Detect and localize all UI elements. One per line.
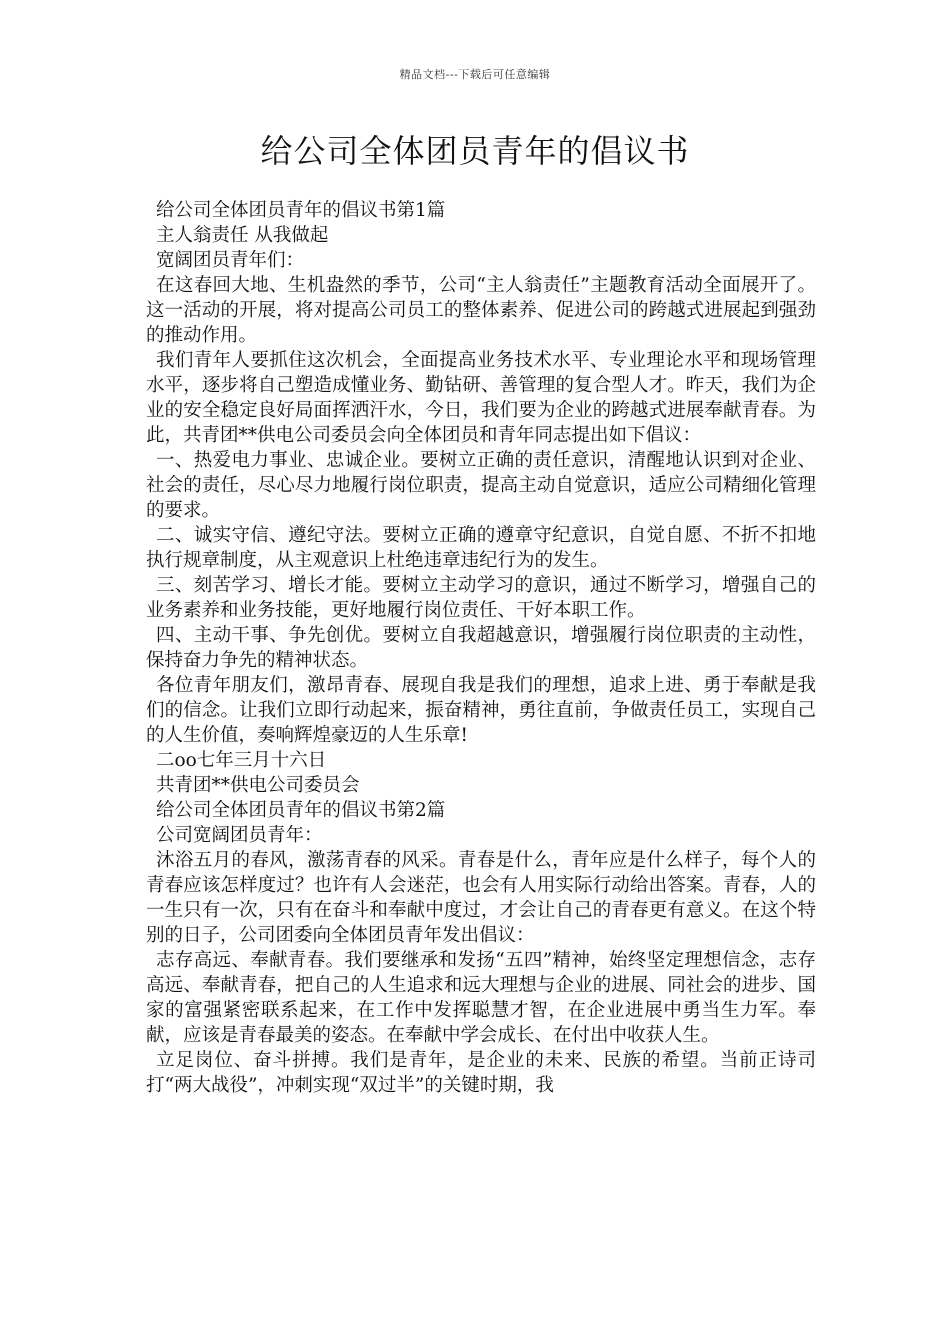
subtitle: 主人翁责任 从我做起 [156,225,329,246]
paragraph: 在这春回大地、生机盎然的季节，公司“主人翁责任”主题教育活动全面展开了。这一活动的开展，将对提高公司员工的整体素养、促进公司的跨越式进展起到强劲的推动作用。 [146,275,816,346]
document-body [146,198,816,1098]
proposal-item-2: 二、诚实守信、遵纪守法。要树立正确的遵章守纪意识，自觉自愿、不折不扣地执行规章制度，从主观意识上杜绝违章违纪行为的发生。 [146,525,816,571]
paragraph: 沐浴五月的春风，激荡青春的风采。青春是什么，青年应是什么样子，每个人的青春应该怎样度过？也许有人会迷茫，也会有人用实际行动给出答案。青春，人的一生只有一次，只有在奋斗和奉献中度过，才会让自己的青春更有意义。在这个特别的日子，公司团委向全体团员青年发出倡议： [146,850,816,946]
proposal-item-4: 四、主动干事、争先创优。要树立自我超越意识，增强履行岗位职责的主动性，保持奋力争先的精神状态。 [146,625,816,671]
section-heading-2: 给公司全体团员青年的倡议书第2篇 [156,800,446,821]
salutation-2: 公司宽阔团员青年： [156,825,323,846]
paragraph: 志存高远、奉献青春。我们要继承和发扬“五四”精神，始终坚定理想信念，志存高远、奉献青春，把自己的人生追求和远大理想与企业的进展、同社会的进步、国家的富强紧密联系起来，在工作中发挥聪慧才智，在企业进展中勇当生力军。奉献，应该是青春最美的姿态。在奉献中学会成长、在付出中收获人生。 [146,950,816,1046]
signature-date: 二oo七年三月十六日 [156,750,327,771]
section-heading-1: 给公司全体团员青年的倡议书第1篇 [156,200,446,221]
proposal-item-3: 三、刻苦学习、增长才能。要树立主动学习的意识，通过不断学习，增强自己的业务素养和业务技能，更好地履行岗位责任、干好本职工作。 [146,575,816,621]
signature-organization: 共青团**供电公司委员会 [156,775,360,796]
paragraph: 立足岗位、奋斗拼搏。我们是青年，是企业的未来、民族的希望。当前正诗司打“两大战役”，冲刺实现“双过半”的关键时期，我 [146,1050,816,1096]
paragraph: 我们青年人要抓住这次机会，全面提高业务技术水平、专业理论水平和现场管理水平，逐步将自己塑造成懂业务、勤钻研、善管理的复合型人才。昨天，我们为企业的安全稳定良好局面挥洒汗水，今日，我们要为企业的跨越式进展奉献青春。为此，共青团**供电公司委员会向全体团员和青年同志提出如下倡议： [146,350,816,446]
paragraph: 各位青年朋友们，激昂青春、展现自我是我们的理想，追求上进、勇于奉献是我们的信念。让我们立即行动起来，振奋精神，勇往直前，争做责任员工，实现自己的人生价值，奏响辉煌豪迈的人生乐章! [146,675,816,746]
header-note: 精品文档---下载后可任意编辑 [399,68,551,81]
salutation-1: 宽阔团员青年们： [156,250,305,271]
document-title: 给公司全体团员青年的倡议书 [260,132,690,170]
proposal-item-1: 一、热爱电力事业、忠诚企业。要树立正确的责任意识，清醒地认识到对企业、社会的责任，尽心尽力地履行岗位职责，提高主动自觉意识，适应公司精细化管理的要求。 [146,450,816,521]
